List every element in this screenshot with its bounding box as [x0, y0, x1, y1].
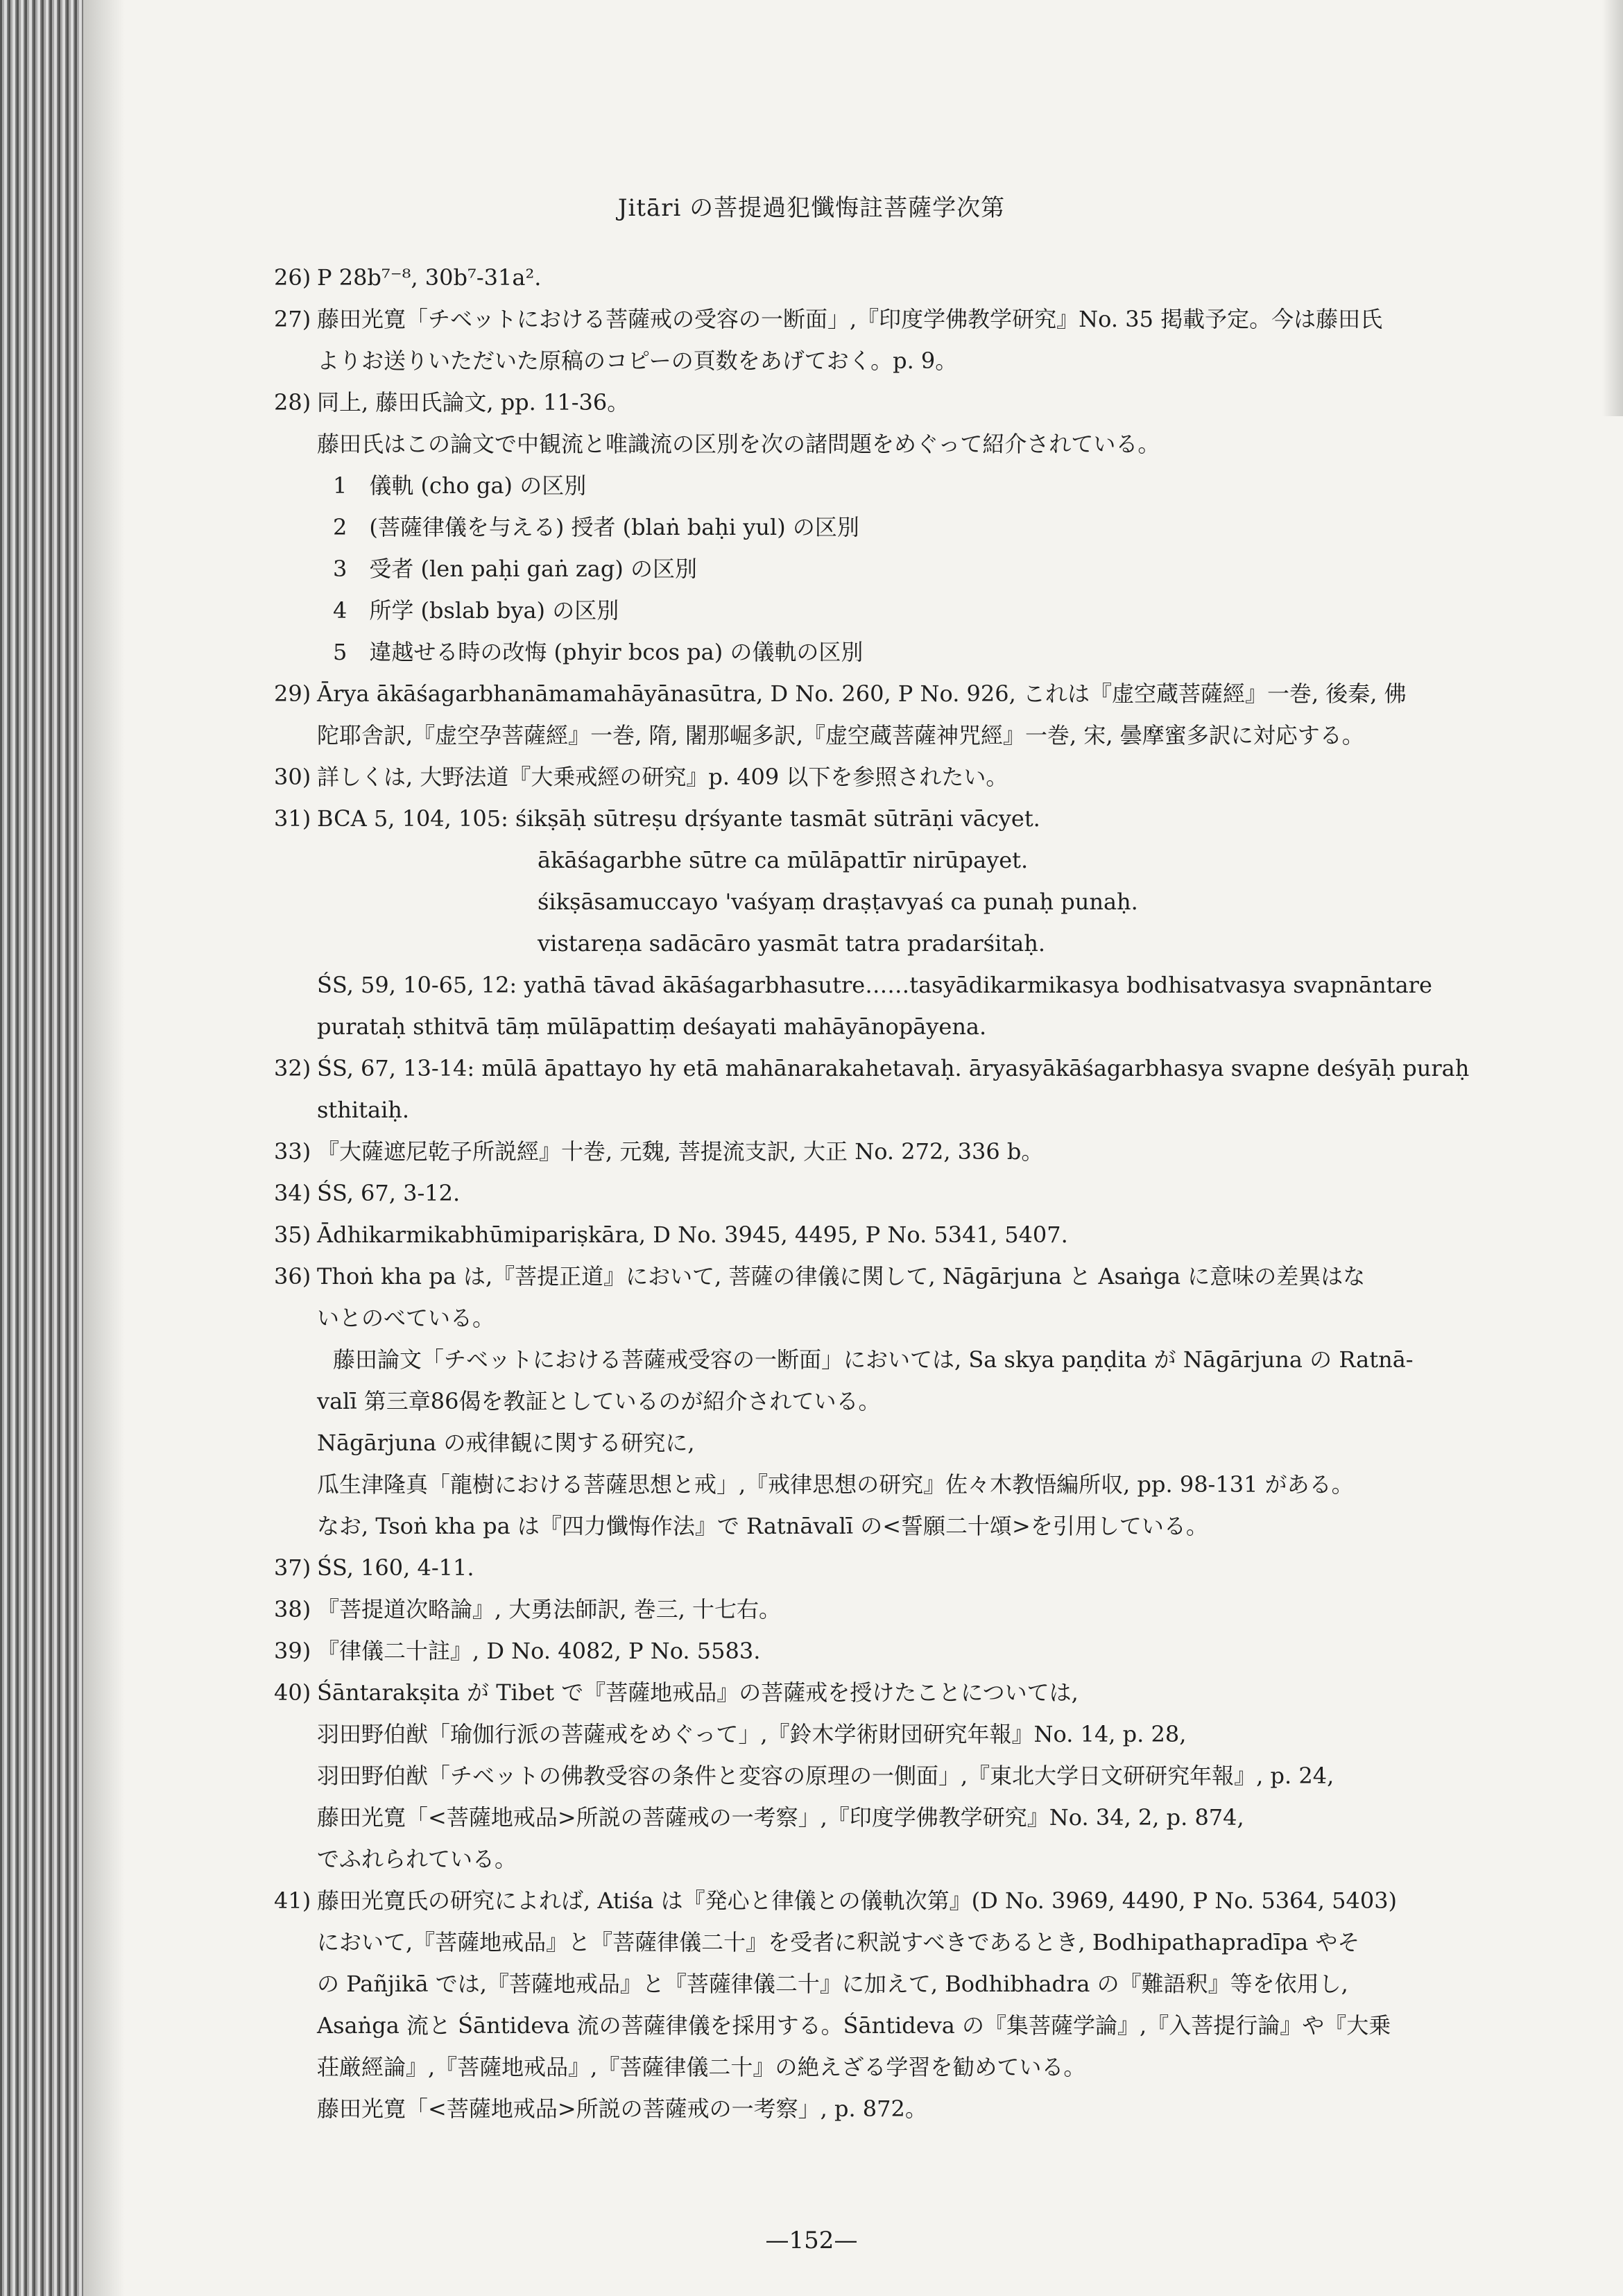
note-number: 34): [274, 1180, 311, 1206]
note-text: 1 儀軌 (cho ga) の区別: [333, 472, 587, 499]
note-text: 羽田野伯猷「チベットの佛教受容の条件と変容の原理の一側面」,『東北大学日文研研究年報』, p. 24,: [317, 1763, 1334, 1789]
note-text: において,『菩薩地戒品』と『菩薩律儀二十』を受者に釈説すべきであるとき, Bodhipathapradīpa やそ: [317, 1929, 1360, 1955]
note-text: Ādhikarmikabhūmipariṣkāra, D No. 3945, 4495, P No. 5341, 5407.: [317, 1222, 1068, 1248]
note-text: vistareṇa sadācāro yasmāt tatra pradarśitaḥ.: [538, 930, 1046, 957]
note-text: 藤田光寛「<菩薩地戒品>所説の菩薩戒の一考察」, p. 872。: [317, 2096, 927, 2122]
note-line: [274, 673, 1543, 714]
note-number: 39): [274, 1638, 311, 1664]
note-number: 27): [274, 306, 311, 332]
note-text: ākāśagarbhe sūtre ca mūlāpattīr nirūpayet.: [538, 847, 1029, 873]
note-number: 35): [274, 1222, 311, 1248]
note-text: Ārya ākāśagarbhanāmamahāyānasūtra, D No. 260, P No. 926, これは『虚空蔵菩薩經』一巻, 後秦, 佛: [317, 680, 1407, 707]
note-text: śikṣāsamuccayo 'vaśyaṃ draṣṭavyaś ca punaḥ punaḥ.: [538, 889, 1138, 915]
note-line: [274, 1172, 1543, 1214]
note-line: [274, 1047, 1543, 1089]
note-text: でふれられている。: [317, 1846, 517, 1872]
note-text: 藤田氏はこの論文で中観流と唯識流の区別を次の諸問題をめぐって紹介されている。: [317, 431, 1160, 457]
note-text: 2 (菩薩律儀を与える) 授者 (blaṅ baḥi yul) の区別: [333, 514, 859, 540]
note-line: [274, 382, 1543, 423]
note-text: Nāgārjuna の戒律観に関する研究に,: [317, 1430, 695, 1456]
note-number: 31): [274, 805, 311, 832]
note-line: [274, 923, 1543, 964]
note-number: 32): [274, 1055, 311, 1081]
note-text: 『律儀二十註』, D No. 4082, P No. 5583.: [317, 1638, 761, 1664]
note-text: Thoṅ kha pa は,『菩提正道』において, 菩薩の律儀に関して, Nāgārjuna と Asaṅga に意味の差異はな: [317, 1263, 1366, 1290]
scan-shadow: [83, 0, 125, 2296]
note-line: [274, 1921, 1543, 1963]
note-line: [274, 1464, 1543, 1505]
note-line: [274, 1547, 1543, 1588]
note-line: [274, 1797, 1543, 1838]
note-text: よりお送りいただいた原稿のコピーの頁数をあげておく。p. 9。: [317, 348, 958, 374]
note-line: [274, 506, 1543, 548]
note-line: [274, 1630, 1543, 1672]
note-line: [274, 1297, 1543, 1339]
note-text: 藤田光寛氏の研究によれば, Atiśa は『発心と律儀との儀軌次第』(D No. 3969, 4490, P No. 5364, 5403): [317, 1887, 1398, 1914]
note-number: 38): [274, 1596, 311, 1622]
note-line: [274, 756, 1543, 798]
note-number: 33): [274, 1138, 311, 1165]
page-number: —152—: [765, 2227, 858, 2254]
note-text: ŚS, 59, 10-65, 12: yathā tāvad ākāśagarbhasutre……tasyādikarmikasya bodhisatvasya svapnāntare: [317, 972, 1432, 998]
note-line: [274, 1214, 1543, 1256]
note-text: 『菩提道次略論』, 大勇法師訳, 巻三, 十七右。: [317, 1596, 782, 1622]
note-text: sthitaiḥ.: [317, 1097, 410, 1123]
note-line: [274, 881, 1543, 923]
note-number: 30): [274, 764, 311, 790]
note-line: [274, 631, 1543, 673]
note-line: [274, 1380, 1543, 1422]
note-number: 41): [274, 1887, 311, 1914]
note-line: [274, 1588, 1543, 1630]
note-text: 『大薩遮尼乾子所説經』十巻, 元魏, 菩提流支訳, 大正 No. 272, 336 b。: [317, 1138, 1044, 1165]
note-text: purataḥ sthitvā tāṃ mūlāpattiṃ deśayati mahāyānopāyena.: [317, 1013, 987, 1040]
note-line: [274, 423, 1543, 465]
note-line: [274, 1838, 1543, 1880]
note-line: [274, 1505, 1543, 1547]
note-text: 藤田光寛「<菩薩地戒品>所説の菩薩戒の一考察」,『印度学佛教学研究』No. 34, 2, p. 874,: [317, 1804, 1244, 1831]
note-text: 藤田光寛「チベットにおける菩薩戒の受容の一断面」,『印度学佛教学研究』No. 35 掲載予定。今は藤田氏: [317, 306, 1383, 332]
note-line: [274, 798, 1543, 839]
note-text: 荘厳經論』,『菩薩地戒品』,『菩薩律儀二十』の絶えざる学習を勧めている。: [317, 2054, 1086, 2080]
note-line: [274, 1256, 1543, 1297]
note-line: [274, 839, 1543, 881]
note-text: なお, Tsoṅ kha pa は『四力懺悔作法』で Ratnāvalī の<誓願二十頌>を引用している。: [317, 1513, 1208, 1539]
note-text: の Pañjikā では,『菩薩地戒品』と『菩薩律儀二十』に加えて, Bodhibhadra の『難語釈』等を依用し,: [317, 1971, 1348, 1997]
note-number: 28): [274, 389, 311, 415]
note-text: valī 第三章86偈を教証としているのが紹介されている。: [317, 1388, 881, 1414]
note-text: ŚS, 160, 4-11.: [317, 1554, 474, 1581]
running-header: Jitāri の菩提過犯懺悔註菩薩学次第: [617, 194, 1006, 222]
note-text: BCA 5, 104, 105: śikṣāḥ sūtreṣu dṛśyante tasmāt sūtrāṇi vācyet.: [317, 805, 1040, 832]
note-line: [274, 1131, 1543, 1172]
note-number: 37): [274, 1554, 311, 1581]
note-line: [274, 257, 1543, 298]
note-text: 藤田論文「チベットにおける菩薩戒受容の一断面」においては, Sa skya paṇḍita が Nāgārjuna の Ratnā-: [333, 1346, 1414, 1373]
note-line: [274, 2088, 1543, 2130]
note-number: 29): [274, 680, 311, 707]
note-text: 3 受者 (len paḥi gaṅ zag) の区別: [333, 556, 697, 582]
note-line: [274, 465, 1543, 506]
scan-binding-edge: [0, 0, 83, 2296]
note-line: [274, 1339, 1543, 1380]
note-text: Śāntarakṣita が Tibet で『菩薩地戒品』の菩薩戒を授けたことについては,: [317, 1679, 1079, 1706]
note-line: [274, 298, 1543, 340]
note-text: 4 所学 (bslab bya) の区別: [333, 597, 619, 624]
note-line: [274, 1713, 1543, 1755]
note-text: 5 違越せる時の改悔 (phyir bcos pa) の儀軌の区別: [333, 639, 864, 665]
note-line: [274, 2005, 1543, 2046]
note-text: P 28b⁷⁻⁸, 30b⁷-31a².: [317, 264, 542, 291]
note-text: いとのべている。: [317, 1305, 495, 1331]
note-line: [274, 2046, 1543, 2088]
note-line: [274, 1422, 1543, 1464]
note-line: [274, 340, 1543, 382]
note-text: 詳しくは, 大野法道『大乗戒經の研究』p. 409 以下を参照されたい。: [317, 764, 1008, 790]
note-text: 瓜生津隆真「龍樹における菩薩思想と戒」,『戒律思想の研究』佐々木教悟編所収, pp. 98-131 がある。: [317, 1471, 1354, 1498]
note-text: Asaṅga 流と Śāntideva 流の菩薩律儀を採用する。Śāntideva の『集菩薩学論』,『入菩提行論』や『大乗: [317, 2012, 1391, 2039]
note-text: 羽田野伯猷「瑜伽行派の菩薩戒をめぐって」,『鈴木学術財団研究年報』No. 14, p. 28,: [317, 1721, 1187, 1747]
note-line: [274, 1089, 1543, 1131]
note-line: [274, 1672, 1543, 1713]
note-line: [274, 714, 1543, 756]
note-text: ŚS, 67, 13-14: mūlā āpattayo hy etā mahānarakahetavaḥ. āryasyākāśagarbhasya svapne deśyāḥ puraḥ: [317, 1055, 1470, 1081]
note-text: 同上, 藤田氏論文, pp. 11-36。: [317, 389, 630, 415]
note-line: [274, 1963, 1543, 2005]
note-line: [274, 548, 1543, 590]
note-line: [274, 590, 1543, 631]
note-number: 36): [274, 1263, 311, 1290]
note-text: ŚS, 67, 3-12.: [317, 1180, 461, 1206]
note-line: [274, 1006, 1543, 1047]
note-number: 26): [274, 264, 311, 291]
note-line: [274, 1880, 1543, 1921]
note-number: 40): [274, 1679, 311, 1706]
note-text: 陀耶舎訳,『虚空孕菩薩經』一巻, 隋, 闍那崛多訳,『虚空蔵菩薩神咒經』一巻, 宋, 曇摩蜜多訳に対応する。: [317, 722, 1364, 748]
note-line: [274, 964, 1543, 1006]
note-line: [274, 1755, 1543, 1797]
footnotes: [274, 257, 1543, 2130]
